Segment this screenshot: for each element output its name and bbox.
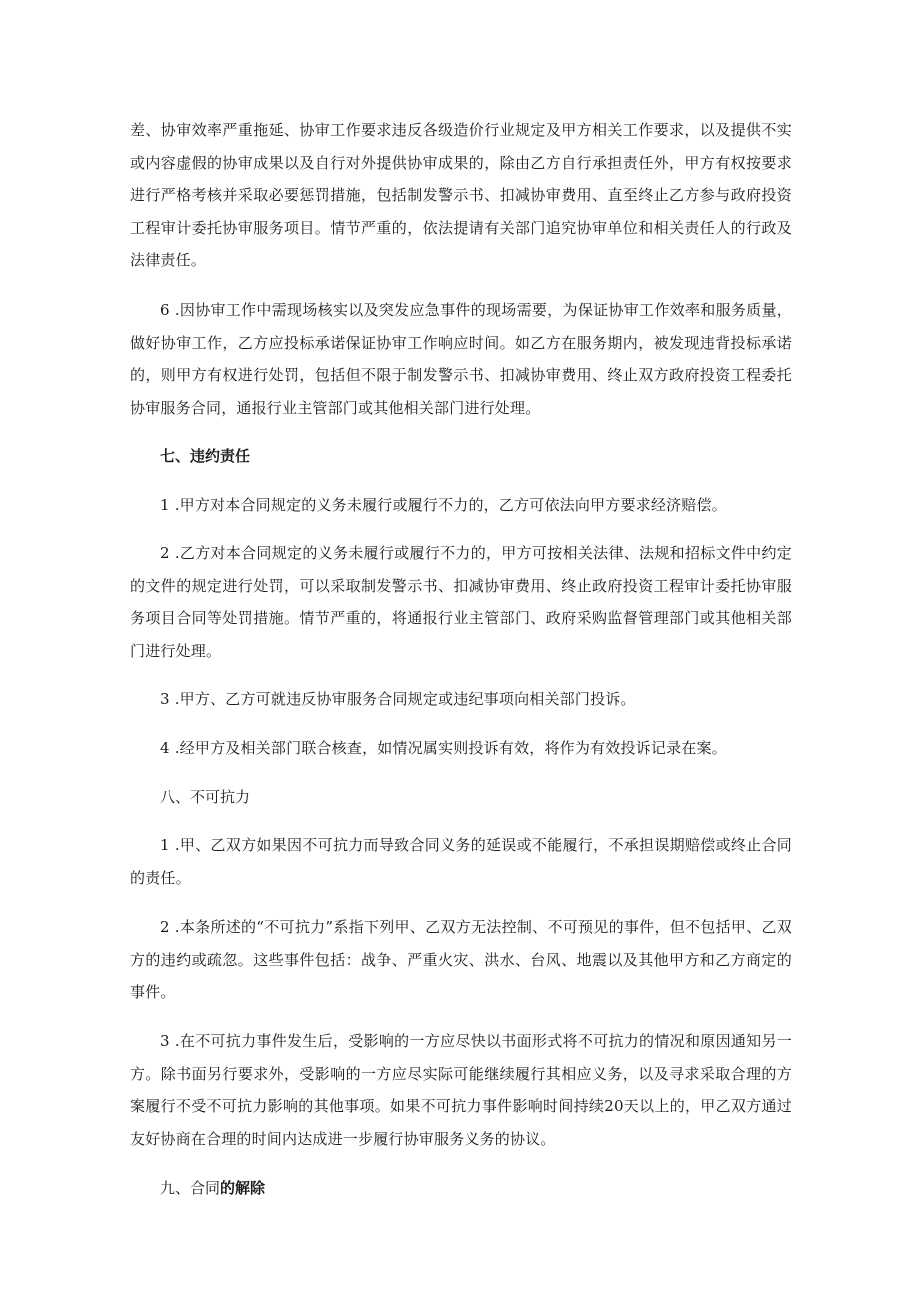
section7-item-2: 2 .乙方对本合同规定的义务未履行或履行不力的，甲方可按相关法律、法规和招标文件中约定的文件的规定进行处罚，可以采取制发警示书、扣减协审费用、终止政府投资工程审计委托协审服务项目合同等处罚措施。情节严重的，将通报行业主管部门、政府采购监督管理部门或其他相关部门进行处理。 (130, 544, 792, 660)
section7-item-4: 4 .经甲方及相关部门联合核查，如情况属实则投诉有效，将作为有效投诉记录在案。 (160, 739, 727, 757)
section-heading-9 (160, 1172, 265, 1204)
section-heading-7: 七、违约责任 (160, 447, 251, 465)
section7-item-3: 3 .甲方、乙方可就违反协审服务合同规定或违纪事项向相关部门投诉。 (160, 690, 636, 708)
section8-item-2: 2 .本条所述的“不可抗力”系指下列甲、乙双方无法控制、不可预见的事件，但不包括甲、乙双方的违约或疏忽。这些事件包括：战争、严重火灾、洪水、台风、地震以及其他甲方和乙方商定的事件。 (130, 918, 792, 1001)
section-heading-8: 八、不可抗力 (160, 788, 251, 806)
section7-item-1: 1 .甲方对本合同规定的义务未履行或履行不力的，乙方可依法向甲方要求经济赔偿。 (160, 496, 727, 514)
section8-item-1: 1 .甲、乙双方如果因不可抗力而导致合同义务的延误或不能履行，不承担误期赔偿或终止合同的责任。 (130, 836, 792, 887)
section-heading-9-part1: 九、合同 (160, 1179, 221, 1197)
paragraph-continued: 差、协审效率严重拖延、协审工作要求违反各级造价行业规定及甲方相关工作要求，以及提供不实或内容虚假的协审成果以及自行对外提供协审成果的，除由乙方自行承担责任外，甲方有权按要求进行严格考核并采取必要惩罚措施，包括制发警示书、扣减协审费用、直至终止乙方参与政府投资工程审计委托协审服务项目。情节严重的，依法提请有关部门追究协审单位和相关责任人的行政及法律责任。 (130, 121, 792, 269)
section8-item-3: 3 .在不可抗力事件发生后，受影响的一方应尽快以书面形式将不可抗力的情况和原因通知另一方。除书面另行要求外，受影响的一方应尽实际可能继续履行其相应义务，以及寻求采取合理的方案履行不受不可抗力影响的其他事项。如果不可抗力事件影响时间持续20天以上的，甲乙双方通过友好协商在合理的时间内达成进一步履行协审服务义务的协议。 (130, 1032, 792, 1148)
section-heading-9-part2: 的解除 (220, 1179, 266, 1197)
paragraph-item-6: 6 .因协审工作中需现场核实以及突发应急事件的现场需要，为保证协审工作效率和服务质量，做好协审工作，乙方应投标承诺保证协审工作响应时间。如乙方在服务期内，被发现违背投标承诺的，则甲方有权进行处罚，包括但不限于制发警示书、扣减协审费用、终止双方政府投资工程委托协审服务合同，通报行业主管部门或其他相关部门进行处理。 (130, 301, 792, 417)
